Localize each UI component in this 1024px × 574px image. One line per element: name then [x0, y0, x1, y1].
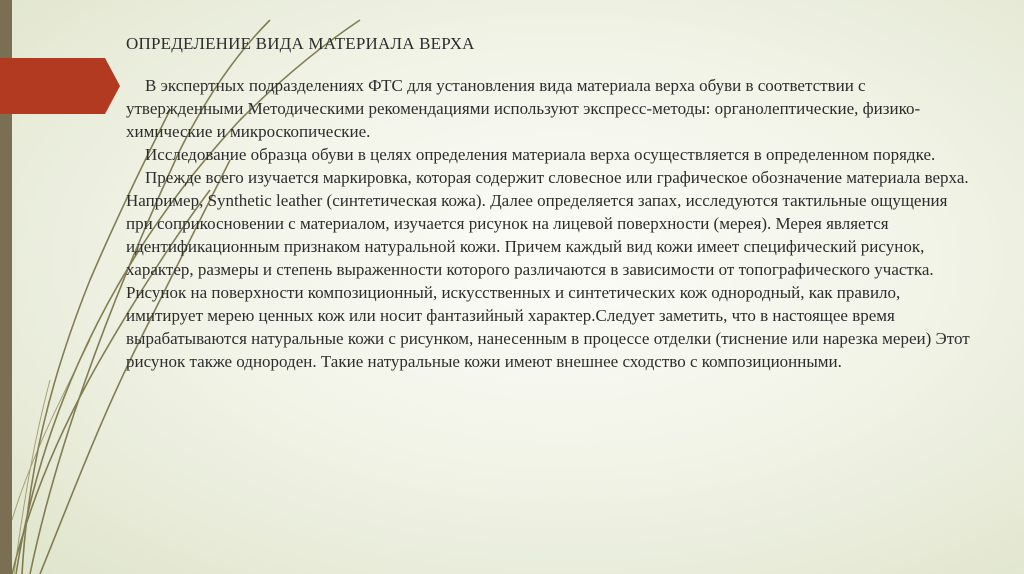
- paragraph-marking: Прежде всего изучается маркировка, которая содержит словесное или графическое обозначение материала верха. Например, Synthetic leather (синтетическая кожа). Далее определяется запах, исследуются тактильные ощущения при соприкосновении с материалом, изучается рисунок на лицевой поверхности (мерея). Мерея является идентификационным признаком натуральной кожи. Причем каждый вид кожи имеет специфический рисунок, характер, размеры и степень выраженности которого различаются в зависимости от топографического участка. Рисунок на поверхности композиционный, искусственных и синтетических кож однородный, как правило, имитирует мерею ценных кож или носит фантазийный характер.Следует заметить, что в настоящее время вырабатываются натуральные кожи с рисунком, нанесенным в процессе отделки (тиснение или нарезка мереи) Этот рисунок также однороден. Такие натуральные кожи имеют внешнее сходство с композиционными.: [126, 168, 970, 371]
- slide-title: ОПРЕДЕЛЕНИЕ ВИДА МАТЕРИАЛА ВЕРХА: [126, 34, 475, 53]
- paragraph-procedure: Исследование образца обуви в целях определения материала верха осуществляется в определенном порядке.: [145, 145, 936, 164]
- slide-content: [126, 34, 976, 373]
- red-arrow-shape: [0, 58, 120, 114]
- paragraph-methods: В экспертных подразделениях ФТС для установления вида материала верха обуви в соответствии с утвержденными Методическими рекомендациями используют экспресс-методы: органолептические, физико-химические и микроскопические.: [126, 76, 921, 141]
- left-accent-bar: [0, 0, 12, 574]
